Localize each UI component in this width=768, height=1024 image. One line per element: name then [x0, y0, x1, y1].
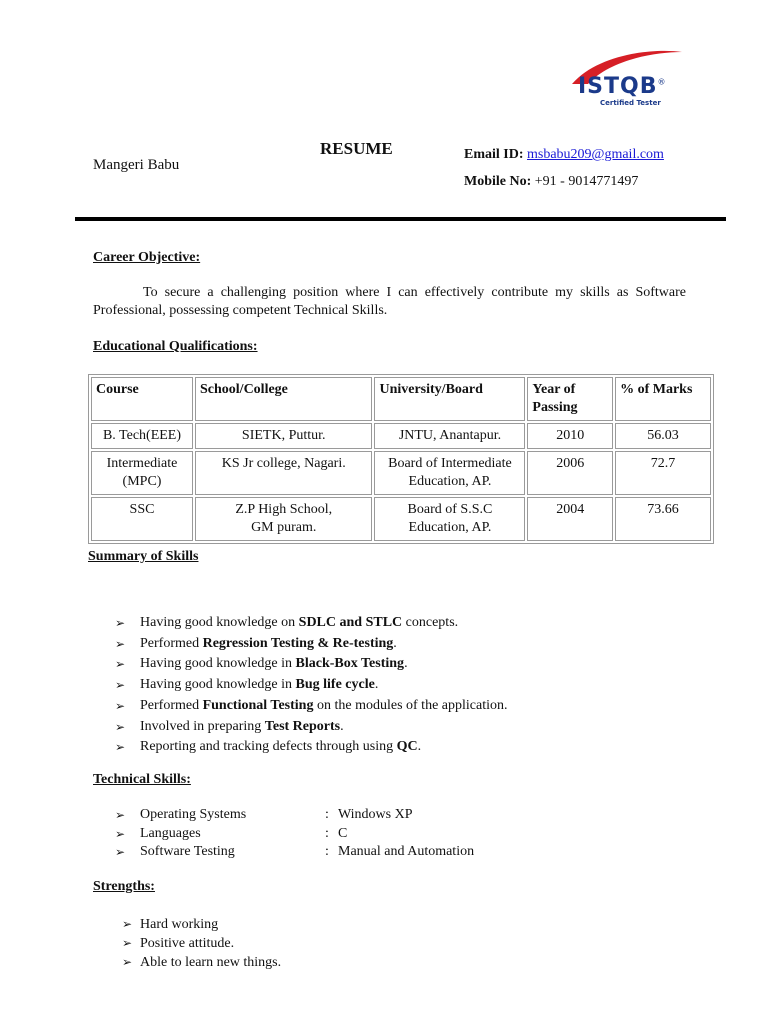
cell-line: 2006 — [556, 456, 585, 471]
separator-colon: : — [325, 807, 329, 822]
column-header-course: Course — [91, 377, 193, 421]
column-header-university: University/Board — [374, 377, 525, 421]
cell-line: Board of S.S.C — [407, 502, 493, 517]
cell-line: JNTU, Anantapur. — [398, 428, 502, 443]
cell-line: 72.7 — [650, 456, 676, 471]
cell-line: Z.P High School, — [235, 502, 333, 517]
item-text: Positive attitude. — [140, 936, 235, 951]
item-text: Performed — [140, 635, 203, 651]
header-divider — [75, 217, 726, 221]
list-item — [115, 843, 715, 862]
table-cell-school — [195, 423, 372, 449]
bullet-arrow-icon: ➢ — [115, 616, 126, 630]
table-cell-year — [527, 497, 613, 541]
table-cell-year — [527, 451, 613, 495]
emphasis-text: Bug life cycle — [295, 677, 375, 693]
bullet-arrow-icon: ➢ — [115, 719, 126, 734]
list-item — [115, 696, 715, 717]
skill-label: Software Testing — [140, 844, 235, 859]
emphasis-text: Test Reports — [264, 718, 341, 734]
table-cell-course — [91, 497, 193, 541]
list-item — [115, 737, 715, 758]
bullet-arrow-icon: ➢ — [122, 917, 133, 931]
item-text: . — [404, 656, 408, 672]
emphasis-text: Black-Box Testing — [295, 656, 405, 672]
bullet-arrow-icon: ➢ — [115, 826, 126, 841]
item-text: . — [374, 677, 379, 693]
table-cell-university — [374, 497, 525, 541]
mobile-line — [464, 174, 638, 190]
item-text: Having good knowledge in — [140, 677, 296, 693]
item-text: . — [340, 718, 344, 734]
cell-line: Intermediate — [106, 456, 178, 471]
cell-line: 73.66 — [647, 502, 679, 517]
bullet-arrow-icon: ➢ — [115, 808, 126, 822]
list-item — [122, 953, 522, 972]
bullet-arrow-icon: ➢ — [122, 955, 133, 969]
skill-value: Windows XP — [338, 807, 413, 822]
mobile-number: +91 - 9014771497 — [534, 174, 639, 189]
summary-of-skills-list — [115, 613, 715, 758]
list-item — [115, 634, 715, 655]
cell-line: GM puram. — [251, 520, 317, 535]
emphasis-text: QC — [396, 739, 418, 755]
email-line — [464, 147, 664, 163]
bullet-arrow-icon: ➢ — [115, 698, 126, 713]
cell-line: 56.03 — [647, 428, 679, 443]
column-header-year: Year of Passing — [527, 377, 613, 421]
column-header-school: School/College — [195, 377, 372, 421]
separator-colon: : — [325, 844, 329, 859]
bullet-arrow-icon: ➢ — [115, 657, 126, 672]
item-text: . — [417, 739, 422, 755]
cell-line: Board of Intermediate — [388, 456, 512, 471]
email-label: Email ID: — [464, 147, 524, 162]
skill-value: Manual and Automation — [338, 844, 475, 859]
emphasis-text: Regression Testing & Re-testing — [202, 635, 394, 651]
skill-value: C — [338, 825, 348, 841]
email-link[interactable]: msbabu209@gmail.com — [527, 147, 664, 162]
cell-line: Education, AP. — [408, 474, 492, 489]
table-cell-course — [91, 423, 193, 449]
column-header-marks: % of Marks — [615, 377, 711, 421]
technical-skills-list — [115, 806, 715, 862]
strengths-list — [122, 915, 522, 972]
bullet-arrow-icon: ➢ — [115, 845, 126, 859]
item-text: Reporting and tracking defects through using — [140, 739, 397, 755]
cell-line: Education, AP. — [408, 520, 492, 535]
list-item — [115, 806, 715, 825]
cell-line: (MPC) — [122, 474, 162, 489]
item-text: . — [393, 635, 397, 651]
table-cell-school — [195, 497, 372, 541]
table-row — [91, 451, 711, 495]
list-item — [122, 934, 522, 953]
technical-skills-heading: Technical Skills: — [93, 772, 191, 787]
bullet-arrow-icon: ➢ — [115, 740, 126, 755]
list-item — [115, 675, 715, 696]
table-cell-marks — [615, 423, 711, 449]
table-cell-school — [195, 451, 372, 495]
skill-label: Operating Systems — [140, 807, 247, 822]
cell-line: 2010 — [556, 428, 585, 443]
summary-of-skills-heading: Summary of Skills — [88, 549, 199, 564]
logo-brand: ISTQB — [578, 74, 658, 99]
logo-registered: ® — [657, 77, 667, 87]
item-text: Involved in preparing — [140, 718, 265, 734]
list-item — [115, 717, 715, 738]
cell-line: 2004 — [556, 502, 585, 517]
item-text: on the modules of the application. — [313, 697, 508, 713]
education-heading: Educational Qualifications: — [93, 339, 258, 354]
strengths-heading: Strengths: — [93, 879, 155, 894]
cell-line: SIETK, Puttur. — [241, 428, 326, 443]
cell-line: KS Jr college, Nagari. — [221, 456, 346, 471]
mobile-label: Mobile No: — [464, 174, 532, 189]
istqb-logo — [558, 46, 686, 116]
list-item — [115, 654, 715, 675]
candidate-name: Mangeri Babu — [93, 157, 180, 173]
item-text: Having good knowledge on — [140, 615, 299, 630]
education-table — [88, 374, 714, 544]
cell-line: SSC — [129, 502, 155, 517]
item-text: Performed — [140, 697, 203, 713]
table-cell-university — [374, 423, 525, 449]
item-text: Hard working — [140, 917, 219, 932]
emphasis-text: Functional Testing — [202, 697, 314, 713]
emphasis-text: SDLC and STLC — [298, 615, 403, 630]
table-cell-course — [91, 451, 193, 495]
list-item — [115, 613, 715, 634]
career-objective-text: To secure a challenging position where I can effectively contribute my skills as Software Professional, possessing competent Technical Skills. — [93, 285, 686, 318]
logo-tagline: Certified Tester — [600, 99, 661, 107]
table-row — [91, 423, 711, 449]
table-cell-marks — [615, 451, 711, 495]
bullet-arrow-icon: ➢ — [122, 936, 133, 950]
table-cell-university — [374, 451, 525, 495]
table-row — [91, 497, 711, 541]
item-text: concepts. — [402, 615, 459, 630]
table-cell-year — [527, 423, 613, 449]
bullet-arrow-icon: ➢ — [115, 636, 126, 651]
table-cell-marks — [615, 497, 711, 541]
table-header-row — [91, 377, 711, 421]
bullet-arrow-icon: ➢ — [115, 678, 126, 693]
resume-title: RESUME — [320, 139, 393, 158]
list-item — [122, 915, 522, 934]
item-text: Having good knowledge in — [140, 656, 296, 672]
separator-colon: : — [325, 825, 329, 841]
career-objective-heading: Career Objective: — [93, 250, 201, 265]
cell-line: B. Tech(EEE) — [102, 428, 182, 443]
list-item — [115, 825, 715, 844]
item-text: Able to learn new things. — [140, 955, 282, 970]
skill-label: Languages — [140, 825, 201, 841]
